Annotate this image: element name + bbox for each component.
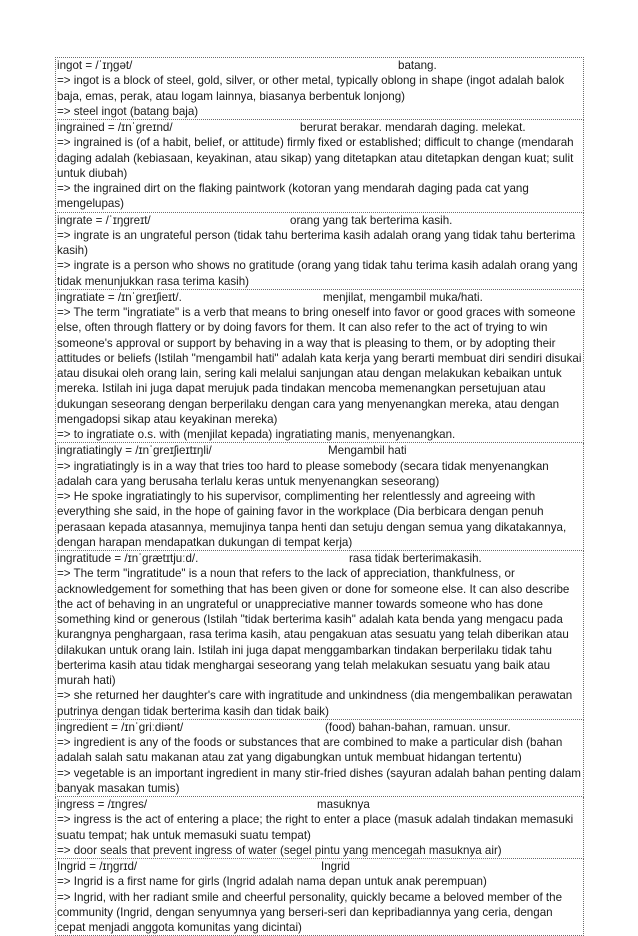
entry-meaning: Ingrid xyxy=(321,860,351,873)
entry-line: => Ingrid, with her radiant smile and cheerful personality, quickly became a beloved member of the community (Ingrid, dengan senyumnya yang berseri-seri dan kepribadiannya yang ceria, dengan cepat menjadi anggota komunitas yang dicintai) xyxy=(57,890,563,934)
entry-headword: ingrate = /ˈɪŋɡreɪt/ xyxy=(57,213,151,227)
entry-meaning: orang yang tak berterima kasih. xyxy=(290,213,453,227)
entry-ingrid xyxy=(55,859,584,936)
entry-ingredient xyxy=(55,720,584,797)
entry-line: => the ingrained dirt on the flaking paintwork (kotoran yang mendarah daging pada cat yang mengelupas) xyxy=(57,182,529,211)
entry-meaning: masuknya xyxy=(317,798,370,811)
entry-ingrained xyxy=(55,120,584,213)
entry-line: => ingratiatingly is in a way that tries too hard to please somebody (secara tidak menyenangkan adalah cara yang berusaha terlalu keras untuk menyenangkan seseorang) xyxy=(57,459,549,488)
entry-headword: ingrained = /ɪnˈɡreɪnd/ xyxy=(57,121,173,134)
entry-line: => ingrained is (of a habit, belief, or attitude) firmly fixed or established; difficult to change (mendarah daging adalah (kebiasaan, keyakinan, atau sikap) yang ditetapkan atau ditetapkan dengan kuat; sulit untuk diubah) xyxy=(57,136,574,180)
entry-ingratiate xyxy=(55,290,584,444)
entry-line: => The term "ingratiate" is a verb that means to bring oneself into favor or good graces with someone else, often through flattery or by doing favors for them. It can also refer to the act of trying to win someone's approval or support by behaving in a way that is pleasing to them, or by adopting their attitudes or beliefs (Istilah "mengambil hati" adalah kata kerja yang berarti membuat diri sendiri disukai atau disukai oleh orang lain, sering kali melalui sanjungan atau dengan melakukan kebaikan untuk mereka. Istilah ini juga dapat merujuk pada tindakan mencoba memenangkan persetujuan atau dukungan seseorang dengan berperilaku dengan cara yang menyenangkan mereka, atau dengan mengadopsi sikap atau keyakinan mereka) xyxy=(57,306,582,426)
entry-meaning: (food) bahan-bahan, ramuan. unsur. xyxy=(325,720,511,734)
entry-ingot xyxy=(55,57,584,120)
entry-line: => The term "ingratitude" is a noun that refers to the lack of appreciation, thankfulness, or acknowledgement for something that has been given or done for someone else. It can also describe the act of behaving in an ungrateful or unappreciative manner towards someone who has done something kind or generous (Istilah "tidak berterima kasih" adalah kata benda yang mengacu pada kurangnya penghargaan, rasa terima kasih, atau pengakuan atas sesuatu yang telah diberikan atau dilakukan untuk orang lain. Istilah ini juga dapat menggambarkan tindakan berperilaku tidak tahu berterima kasih atau tidak menghargai seseorang yang telah melakukan sesuatu yang baik atau murah hati) xyxy=(57,567,570,687)
entry-headword: ingredient = /ɪnˈɡriːdiənt/ xyxy=(57,720,184,734)
entry-meaning: batang. xyxy=(398,59,437,72)
entry-meaning: berurat berakar. mendarah daging. melekat. xyxy=(300,121,526,134)
entry-line: => ingrate is an ungrateful person (tidak tahu berterima kasih adalah orang yang tidak tahu berterima kasih) xyxy=(57,228,576,257)
entry-meaning: menjilat, mengambil muka/hati. xyxy=(323,290,483,304)
entry-headword: ingress = /ɪnɡres/ xyxy=(57,798,148,811)
entry-line: => ingot is a block of steel, gold, silver, or other metal, typically oblong in shape (ingot adalah balok baja, emas, perak, atau logam lainnya, biasanya berbentuk lonjong) xyxy=(57,74,565,103)
entry-meaning: rasa tidak berterimakasih. xyxy=(349,552,482,565)
entry-line: => He spoke ingratiatingly to his supervisor, complimenting her relentlessly and agreeing with everything she said, in the hope of gaining favor in the workplace (Dia berbicara dengan penuh perasaan kepada atasannya, memujinya tanpa henti dan setuju dengan semua yang dikatakannya, dengan harapan mendapatkan dukungan di tempat kerja) xyxy=(57,490,567,549)
entry-headword: ingratitude = /ɪnˈɡrætɪtjuːd/. xyxy=(57,552,199,565)
entry-ingratitude xyxy=(55,551,584,720)
entry-line: => she returned her daughter's care with ingratitude and unkindness (dia mengembalikan perawatan putrinya dengan tidak berterima kasih dan tidak baik) xyxy=(57,689,573,718)
entry-ingress xyxy=(55,797,584,859)
entry-line: => Ingrid is a first name for girls (Ingrid adalah nama depan untuk anak perempuan) xyxy=(57,875,487,889)
entry-meaning: Mengambil hati xyxy=(328,444,407,458)
entry-headword: ingot = /ˈɪŋɡət/ xyxy=(57,59,133,72)
entry-line: => to ingratiate o.s. with (menjilat kepada) ingratiating manis, menyenangkan. xyxy=(57,428,456,441)
entry-line: => ingress is the act of entering a place; the right to enter a place (masuk adalah tindakan memasuki suatu tempat; hak untuk memasuki suatu tempat) xyxy=(57,813,574,842)
entry-ingratiatingly xyxy=(55,443,584,551)
entry-headword: ingratiatingly = /ɪnˈɡreɪʃieɪtɪŋli/ xyxy=(57,444,212,458)
entry-line: => ingredient is any of the foods or substances that are combined to make a particular dish (bahan adalah salah satu makanan atau zat yang digabungkan untuk membuat hidangan tertentu) xyxy=(57,736,563,765)
entry-line: => ingrate is a person who shows no gratitude (orang yang tidak tahu terima kasih adalah orang yang tidak menunjukkan rasa terima kasih) xyxy=(57,259,578,288)
entry-headword: Ingrid = /ɪŋɡrɪd/ xyxy=(57,860,138,873)
dictionary-page xyxy=(55,57,584,936)
entry-line: => steel ingot (batang baja) xyxy=(57,104,199,118)
entry-line: => door seals that prevent ingress of water (segel pintu yang mencegah masuknya air) xyxy=(57,843,502,857)
entry-line: => vegetable is an important ingredient in many stir-fried dishes (sayuran adalah bahan penting dalam banyak masakan tumis) xyxy=(57,766,581,795)
entry-headword: ingratiate = /ɪnˈɡreɪʃieɪt/. xyxy=(57,290,182,304)
entry-ingrate xyxy=(55,213,584,290)
